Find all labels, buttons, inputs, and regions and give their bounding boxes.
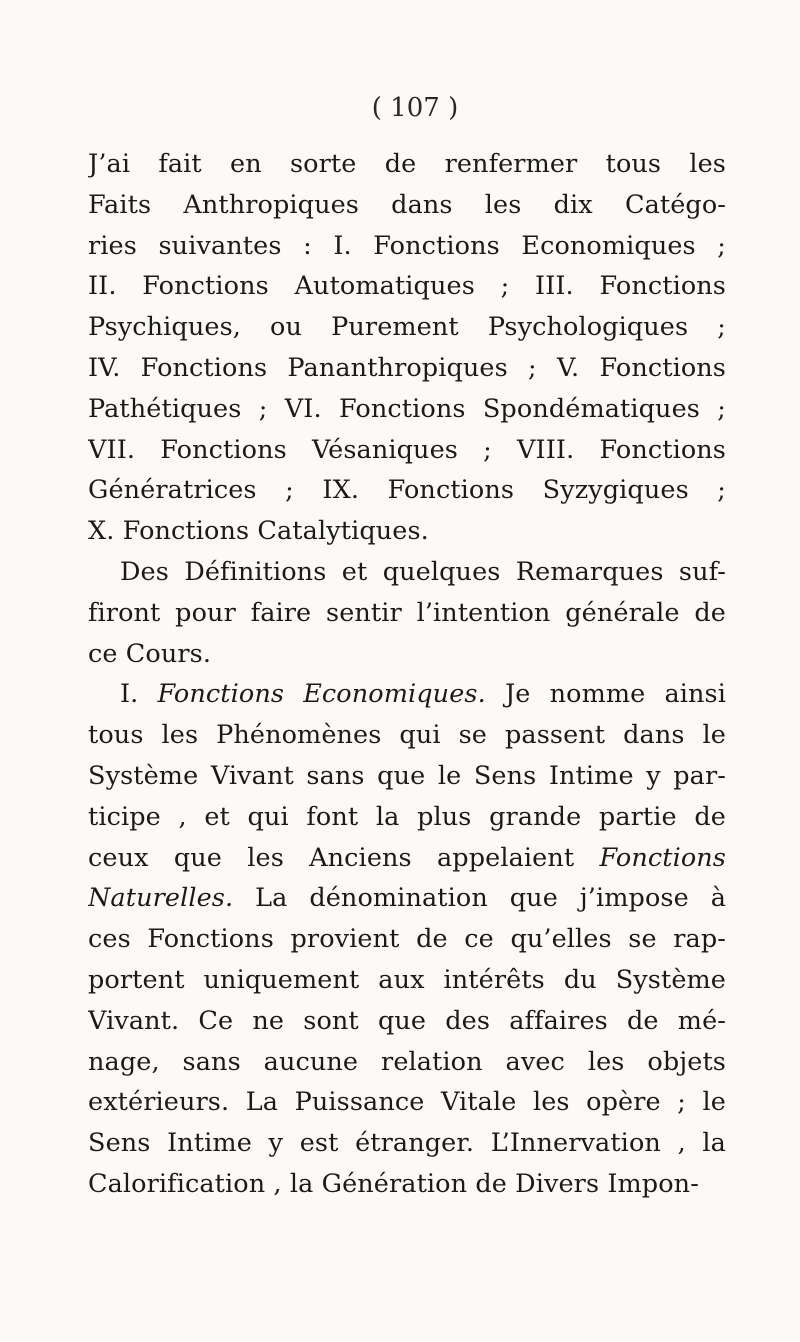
text-line bbox=[88, 552, 726, 593]
text-line bbox=[88, 348, 726, 389]
text-segment: IV. Fonctions Pananthropiques ; V. Fonctions bbox=[88, 352, 726, 383]
text-segment: nage, sans aucune relation avec les objets bbox=[88, 1046, 726, 1077]
text-segment: ce Cours. bbox=[88, 638, 212, 669]
text-line bbox=[88, 674, 726, 715]
text-segment: J’ai fait en sorte de renfermer tous les bbox=[88, 149, 726, 179]
text-segment: X. Fonctions Catalytiques. bbox=[88, 516, 429, 547]
text-line bbox=[88, 715, 726, 756]
text-line bbox=[88, 470, 726, 511]
text-segment: ces Fonctions provient de ce qu’elles se rap- bbox=[88, 924, 726, 955]
text-segment: tous les Phénomènes qui se passent dans le bbox=[88, 720, 726, 751]
text-line bbox=[88, 1123, 726, 1164]
text-segment: ries suivantes : I. Fonctions Economiques ; bbox=[88, 230, 726, 261]
text-segment: I. bbox=[120, 679, 158, 710]
text-segment: Calorification , la Génération de Divers Impon- bbox=[88, 1168, 699, 1199]
text-segment: firont pour faire sentir l’intention générale de bbox=[88, 597, 726, 628]
text-segment: portent uniquement aux intérêts du Système bbox=[88, 964, 726, 995]
text-segment: ceux que les Anciens appelaient bbox=[88, 842, 600, 873]
text-segment: Pathétiques ; VI. Fonctions Spondématiques ; bbox=[88, 393, 726, 424]
text-line bbox=[88, 756, 726, 797]
text-segment: ticipe , et qui font la plus grande partie de bbox=[88, 801, 726, 832]
text-line bbox=[88, 960, 726, 1001]
text-line bbox=[88, 919, 726, 960]
italic-text: Fonctions Economiques. bbox=[157, 679, 486, 710]
text-segment: Génératrices ; IX. Fonctions Syzygiques ; bbox=[88, 475, 726, 506]
text-line bbox=[88, 511, 726, 552]
text-line bbox=[88, 389, 726, 430]
text-line bbox=[88, 307, 726, 348]
text-line bbox=[88, 185, 726, 226]
text-line bbox=[88, 226, 726, 267]
text-line bbox=[88, 1164, 726, 1205]
text-line bbox=[88, 1082, 726, 1123]
text-line bbox=[88, 797, 726, 838]
italic-text: Fonctions bbox=[599, 842, 726, 873]
text-line bbox=[88, 1001, 726, 1042]
text-segment: Vivant. Ce ne sont que des affaires de mé- bbox=[88, 1005, 726, 1036]
body-text bbox=[88, 144, 726, 1205]
text-line bbox=[88, 144, 726, 185]
text-line bbox=[88, 878, 726, 919]
text-line bbox=[88, 634, 726, 675]
text-line bbox=[88, 838, 726, 879]
text-segment: extérieurs. La Puissance Vitale les opère ; le bbox=[88, 1087, 726, 1118]
text-segment: VII. Fonctions Vésaniques ; VIII. Fonctions bbox=[88, 434, 726, 465]
text-line bbox=[88, 593, 726, 634]
text-segment: Sens Intime y est étranger. L’Innervation , la bbox=[88, 1128, 726, 1159]
text-segment: Psychiques, ou Purement Psychologiques ; bbox=[88, 312, 726, 343]
text-segment: Je nomme ainsi bbox=[485, 679, 726, 710]
italic-text: Naturelles. bbox=[88, 883, 234, 914]
page-number: ( 107 ) bbox=[371, 93, 459, 123]
text-segment: II. Fonctions Automatiques ; III. Fonctions bbox=[88, 271, 726, 302]
text-line bbox=[88, 266, 726, 307]
text-segment: Faits Anthropiques dans les dix Catégo- bbox=[88, 189, 726, 220]
text-line bbox=[88, 1042, 726, 1083]
text-segment: La dénomination que j’impose à bbox=[233, 883, 726, 914]
text-segment: Des Définitions et quelques Remarques suf- bbox=[120, 556, 726, 587]
text-line bbox=[88, 430, 726, 471]
text-segment: Système Vivant sans que le Sens Intime y par- bbox=[88, 760, 726, 791]
